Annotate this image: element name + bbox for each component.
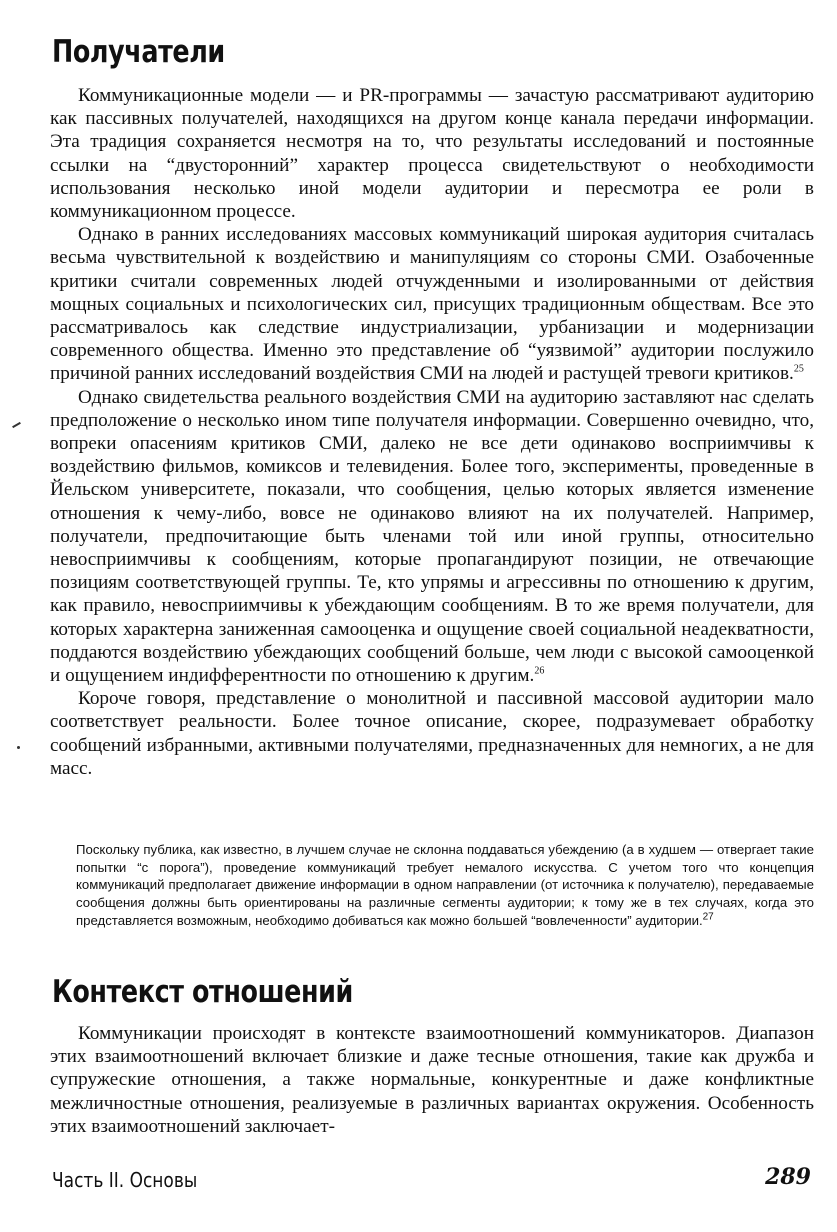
footnote-ref-25: 25 bbox=[793, 364, 804, 376]
margin-dot-mark bbox=[17, 746, 20, 749]
paragraph-2 bbox=[50, 223, 814, 385]
sidebar-note-text: Поскольку публика, как известно, в лучшем случае не склонна поддаваться убеждению (а в худшем — отвергает такие попытки “с порога”), проведение коммуникаций требует немалого искусства. С учетом того что концепция коммуникаций предполагает движение информации в одном направлении (от источника к получателю), передаваемые сообщения должны быть ориентированы на различные сегменты аудитории; к тому же в тех случаях, когда это представляется возможным, необходимо добиваться как можно большей “вовлеченности” аудитории. bbox=[76, 842, 814, 928]
footer-section-title: Часть II. Основы bbox=[52, 1168, 198, 1192]
footnote-ref-26: 26 bbox=[534, 665, 545, 677]
paragraph-context: Коммуникации происходят в контексте взаимоотношений коммуникаторов. Диапазон этих взаимоотношений включает близкие и даже тесные отношения, такие как дружба и супружеские отношения, а также нормальные, конкурентные и даже конфликтные межличностные отношения, реализуемые в различных вариантах окружения. Особенность этих взаимоотношений заключает- bbox=[50, 1023, 814, 1137]
sidebar-note bbox=[76, 841, 814, 930]
paragraph-4: Короче говоря, представление о монолитной и пассивной массовой аудитории мало соответствует реальности. Более точное описание, скорее, подразумевает обработку сообщений избранными, активными получателями, предназначенных для немногих, а не для масс. bbox=[50, 688, 814, 779]
recipients-body bbox=[50, 84, 814, 780]
paragraph-2-text: Однако в ранних исследованиях массовых коммуникаций широкая аудитория считалась весьма чувствительной к воздействию и манипуляциям со стороны СМИ. Озабоченные критики считали современных людей отчужденными и изолированными от действия мощных социальных и психологических сил, присущих традиционным обществам. Все это рассматривалось как следствие индустриализации, урбанизации и модернизации современного общества. Именно это представление об “уязвимой” аудитории послужило причиной ранних исследований воздействия СМИ на людей и растущей тревоги критиков. bbox=[50, 224, 814, 385]
page-number: 289 bbox=[765, 1164, 811, 1190]
context-body bbox=[50, 1022, 814, 1138]
margin-pencil-mark bbox=[12, 422, 21, 428]
paragraph-3-text: Однако свидетельства реального воздействия СМИ на аудиторию заставляют нас сделать предположение о несколько ином типе получателя информации. Совершенно очевидно, что, вопреки опасениям критиков СМИ, далеко не все дети одинаково восприимчивы к воздействию фильмов, комиксов и телевидения. Более того, эксперименты, проведенные в Йельском университете, показали, что сообщения, целью которых является изменение отношения к чему-либо, вовсе не одинаково влияют на их получателей. Например, получатели, предпочитающие быть членами той или иной группы, относительно невосприимчивы к сообщениям, которые пропагандируют позиции, не отвечающие позициям соответствующей группы. Те, кто упрямы и агрессивны по отношению к другим, как правило, невосприимчивы к убеждающим сообщениям. В то же время получатели, для которых характерна заниженная самооценка и ощущение своей социальной неадекватности, поддаются воздействию убеждающих сообщений больше, чем люди с высокой самооценкой и ощущением индифферентности по отношению к другим. bbox=[50, 386, 814, 687]
paragraph-1: Коммуникационные модели — и PR-программы — зачастую рассматривают аудиторию как пассивных получателей, находящихся на другом конце канала передачи информации. Эта традиция сохраняется несмотря на то, что результаты исследований и постоянные ссылки на “двусторонний” характер процесса свидетельствуют о необходимости использования несколько иной модели аудитории и пересмотра ее роли в коммуникационном процессе. bbox=[50, 85, 814, 223]
section-heading-context: Контекст отношений bbox=[52, 974, 353, 1010]
paragraph-3 bbox=[50, 386, 814, 688]
section-heading-recipients: Получатели bbox=[52, 34, 225, 70]
footnote-ref-27: 27 bbox=[702, 911, 714, 923]
